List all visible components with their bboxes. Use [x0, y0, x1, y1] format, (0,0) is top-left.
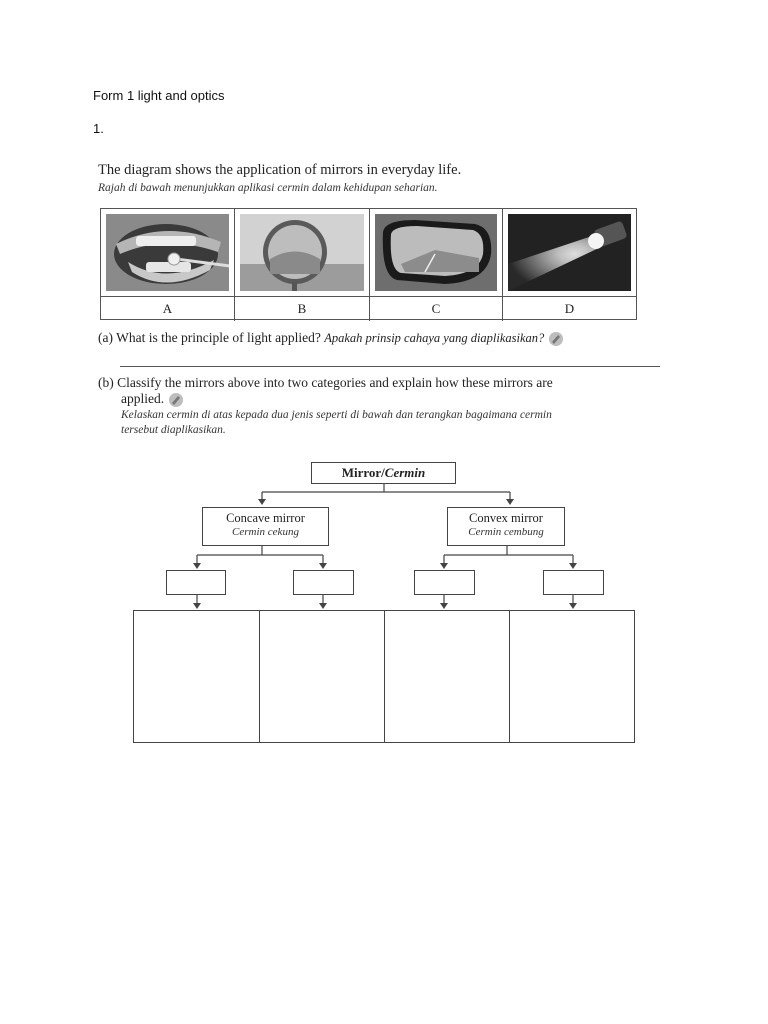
explanation-box-1[interactable]: [133, 610, 260, 743]
image-label-c: C: [370, 297, 503, 321]
question-intro-malay: Rajah di bawah menunjukkan aplikasi cermin dalam kehidupan seharian.: [98, 182, 438, 194]
answer-box-convex-1[interactable]: [414, 570, 475, 595]
concave-label-english: Concave mirror: [226, 511, 305, 525]
convex-label-malay: Cermin cembung: [468, 526, 544, 538]
image-label-d: D: [564, 301, 575, 316]
part-b-text-malay-line1: Kelaskan cermin di atas kepada dua jenis seperti di bawah dan terangkan bagaimana cermin: [121, 409, 552, 421]
part-b-text-english-line1: Classify the mirrors above into two categories and explain how these mirrors are: [117, 375, 553, 390]
answer-box-convex-2[interactable]: [543, 570, 604, 595]
explanation-box-3[interactable]: [384, 610, 510, 743]
root-label-malay: Cermin: [384, 465, 426, 480]
diagram-root-box: [311, 462, 456, 484]
part-b-text-malay-line2: tersebut diaplikasikan.: [121, 424, 226, 436]
convex-label-english: Convex mirror: [469, 511, 543, 525]
root-label-english: Mirror/: [341, 465, 385, 480]
part-a-text-english: What is the principle of light applied?: [116, 330, 321, 345]
question-number: 1.: [93, 121, 104, 136]
document-title: Form 1 light and optics: [93, 88, 225, 103]
part-a-text-malay: Apakah prinsip cahaya yang diaplikasikan?: [324, 331, 545, 345]
concave-label-malay: Cermin cekung: [232, 526, 299, 538]
image-label-a: A: [101, 297, 235, 321]
part-b-prefix: (b): [98, 375, 114, 390]
explanation-box-2[interactable]: [259, 610, 385, 743]
explanation-box-4[interactable]: [509, 610, 635, 743]
concave-mirror-box: [202, 507, 329, 546]
question-intro-english: The diagram shows the application of mirrors in everyday life.: [98, 162, 462, 178]
answer-box-concave-2[interactable]: [293, 570, 354, 595]
answer-box-concave-1[interactable]: [166, 570, 226, 595]
image-label-b: B: [235, 297, 370, 321]
part-b-text-english-line2: applied.: [121, 391, 165, 406]
convex-mirror-box: [447, 507, 565, 546]
part-a-prefix: (a): [98, 330, 113, 345]
